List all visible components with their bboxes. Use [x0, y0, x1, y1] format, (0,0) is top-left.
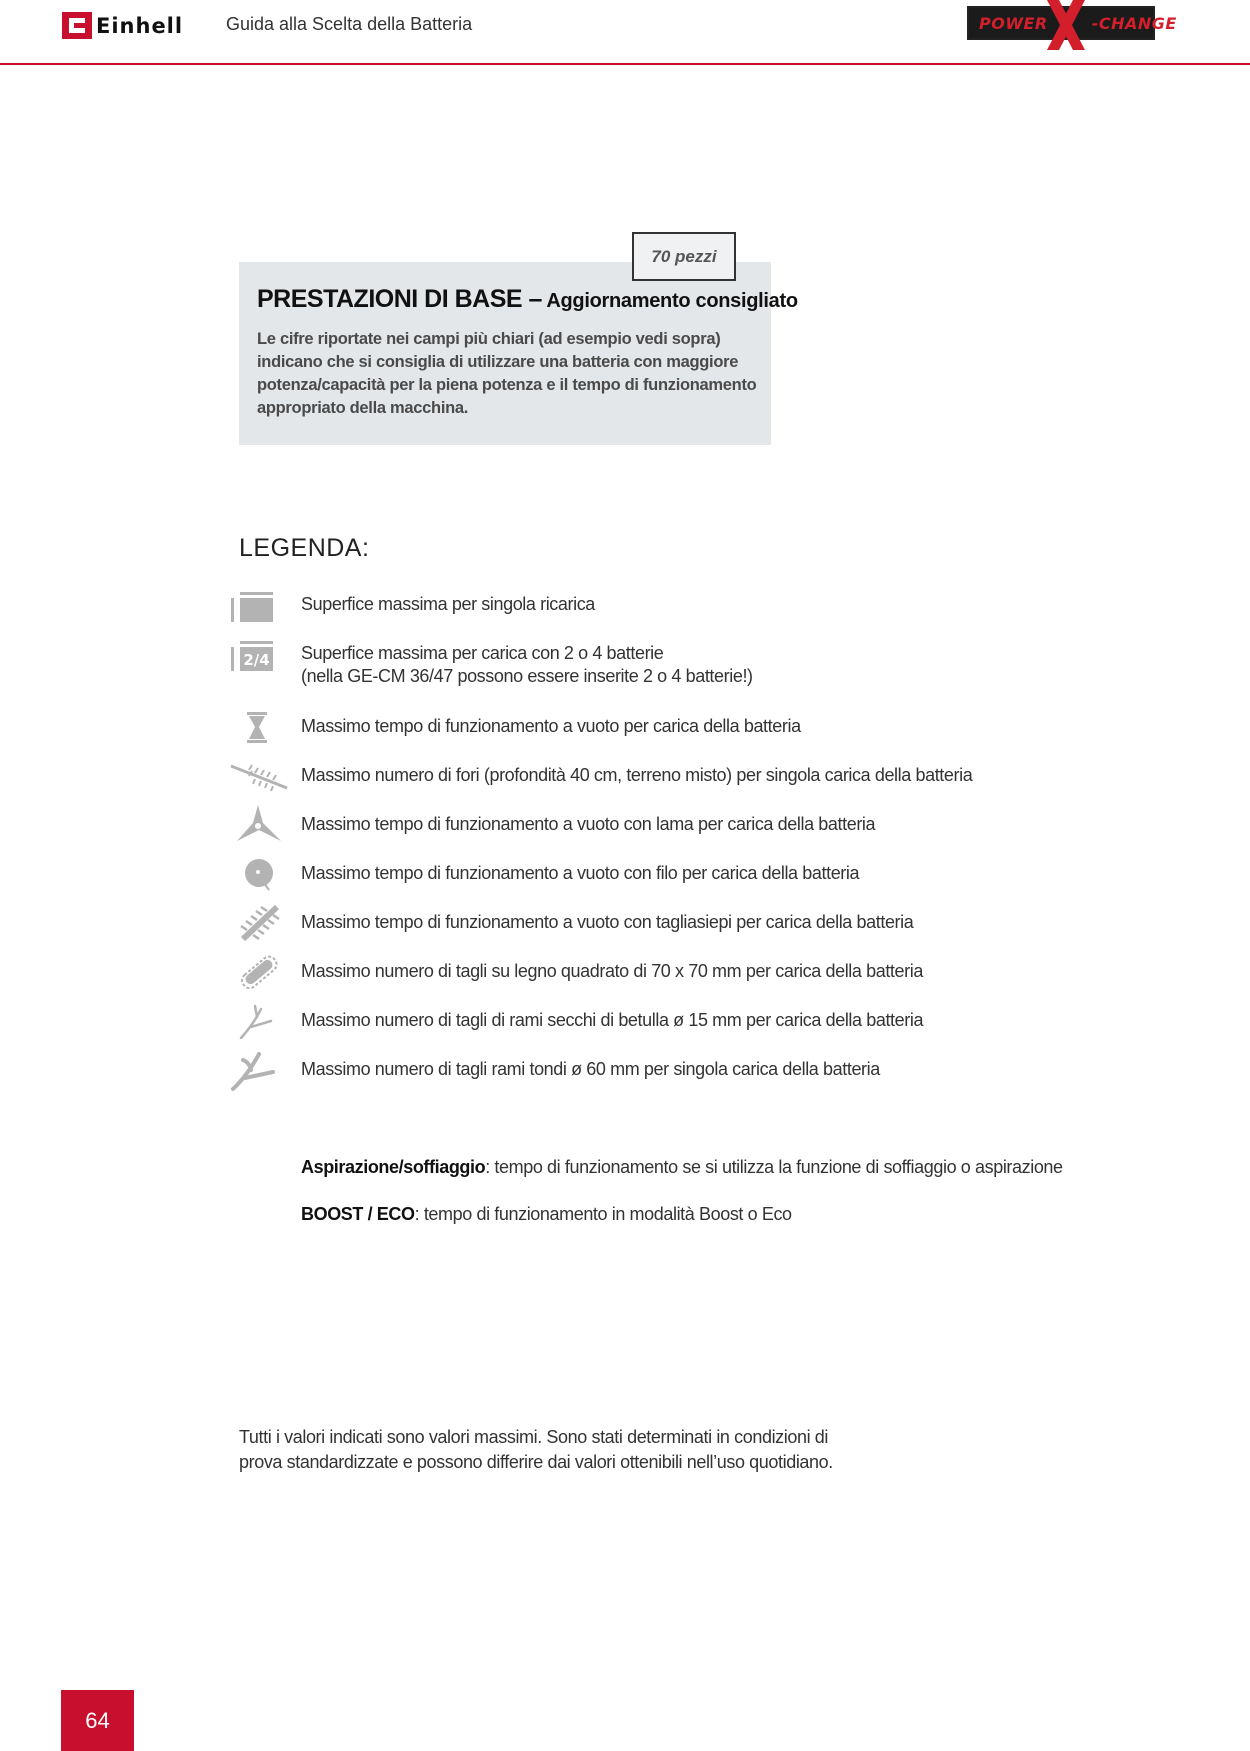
header-divider: [0, 63, 1250, 65]
info-title-main: PRESTAZIONI DI BASE –: [257, 285, 542, 313]
legend-item-text: Massimo numero di tagli di rami secchi di betulla ø 15 mm per carica della batteria: [301, 1010, 924, 1030]
footnote-line-1: Tutti i valori indicati sono valori massimi. Sono stati determinati in condizioni di: [239, 1427, 829, 1447]
legend-item-text: Massimo tempo di funzionamento a vuoto con lama per carica della batteria: [301, 814, 876, 834]
einhell-logo: [62, 12, 183, 39]
area-2-4-icon: [229, 634, 289, 674]
auger-icon: [229, 756, 289, 796]
definition-desc: : tempo di funzionamento in modalità Boost o Eco: [414, 1204, 792, 1224]
power-x-change-logo: [967, 6, 1177, 40]
info-title-sub: Aggiornamento consigliato: [546, 290, 798, 312]
definitions: [301, 1157, 1201, 1251]
badge-word-power: POWER: [979, 14, 1048, 33]
hedge-trimmer-icon: [229, 903, 289, 943]
definition-desc: : tempo di funzionamento se si utilizza la funzione di soffiaggio o aspirazione: [485, 1157, 1063, 1177]
thick-branch-icon: [229, 1050, 289, 1090]
definition-term: Aspirazione/soffiaggio: [301, 1157, 486, 1177]
legend-item-text: Superfice massima per singola ricarica: [301, 594, 595, 614]
header-title: Guida alla Scelta della Batteria: [226, 14, 473, 34]
legend-item-text: Massimo tempo di funzionamento a vuoto con tagliasiepi per carica della batteria: [301, 912, 914, 932]
footnote: [239, 1425, 859, 1475]
page-number: 64: [61, 1690, 134, 1751]
definition-term: BOOST / ECO: [301, 1204, 415, 1224]
hourglass-icon: [229, 707, 289, 747]
definition-item: [301, 1157, 1201, 1178]
legend-item-text: Massimo numero di tagli su legno quadrato di 70 x 70 mm per carica della batteria: [301, 961, 923, 981]
einhell-logo-icon: [62, 12, 92, 39]
legend-item-text: Massimo tempo di funzionamento a vuoto con filo per carica della batteria: [301, 863, 860, 883]
footnote-line-2: prova standardizzate e possono differire dai valori ottenibili nell’uso quotidiano.: [239, 1452, 833, 1472]
info-box-text: Le cifre riportate nei campi più chiari (ad esempio vedi sopra) indicano che si consiglia di utilizzare una batteria con maggiore potenza/capacità per la piena potenza e il tempo di funzionamento appropriato della macchina.: [257, 330, 757, 417]
legend-item-text: Superfice massima per carica con 2 o 4 batterie: [301, 643, 664, 663]
legend-item-text: Massimo tempo di funzionamento a vuoto per carica della batteria: [301, 716, 801, 736]
area-icon: [229, 585, 289, 625]
line-spool-icon: [229, 854, 289, 894]
blade-icon: [229, 805, 289, 845]
page-header: [0, 0, 1250, 64]
legend-item-text: Massimo numero di tagli rami tondi ø 60 mm per singola carica della batteria: [301, 1059, 880, 1079]
badge-word-change: -CHANGE: [1091, 14, 1177, 33]
info-box-title: [257, 285, 798, 314]
area-2-4-label: 2/4: [243, 651, 270, 669]
definition-item: [301, 1204, 1201, 1225]
thin-branch-icon: [229, 1001, 289, 1041]
legend-item-note: (nella GE-CM 36/47 possono essere inserite 2 o 4 batterie!): [301, 666, 753, 686]
chainsaw-icon: [229, 952, 289, 992]
legend-item-text: Massimo numero di fori (profondità 40 cm, terreno misto) per singola carica della batteria: [301, 765, 973, 785]
brand-name: Einhell: [96, 13, 184, 38]
pieces-tag: 70 pezzi: [632, 232, 736, 281]
legend-title: LEGENDA:: [239, 534, 370, 562]
